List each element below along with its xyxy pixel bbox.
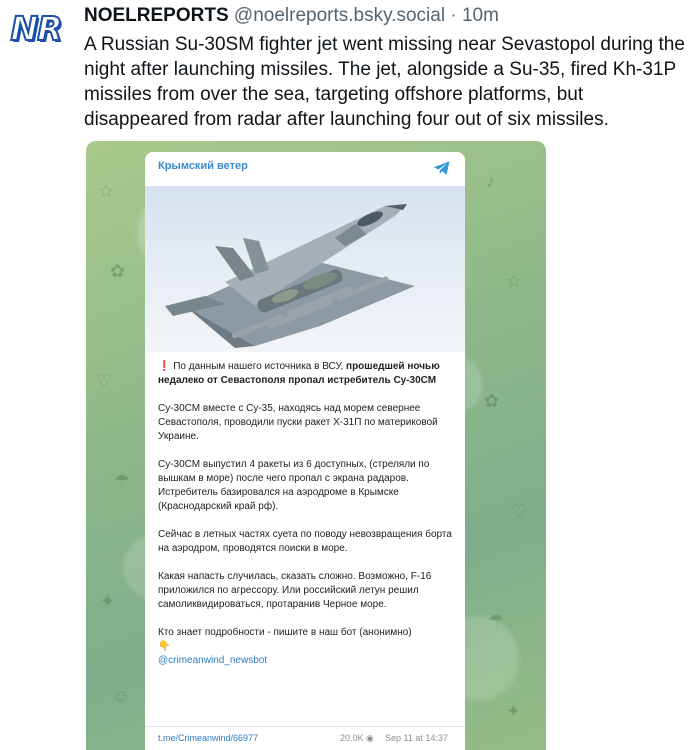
doodle-icon: ✿ <box>110 261 126 281</box>
doodle-icon: ☂ <box>114 471 131 491</box>
doodle-icon: ✿ <box>484 391 500 411</box>
doodle-icon: ✦ <box>100 591 116 611</box>
channel-name[interactable]: Крымский ветер <box>158 160 248 172</box>
doodle-icon: ✦ <box>506 701 522 721</box>
telegram-header <box>145 152 465 186</box>
jet-illustration <box>145 186 465 352</box>
telegram-message-card <box>145 152 465 750</box>
message-paragraph: Кто знает подробности - пишите в наш бот (анонимно) 👇 @crimeanwind_newsbot <box>158 627 412 666</box>
telegram-footer <box>145 726 465 750</box>
doodle-icon: ♡ <box>96 371 113 391</box>
author-avatar[interactable] <box>6 6 66 50</box>
message-paragraph: ❗ По данным нашего источника в ВСУ, прошедшей ночью недалеко от Севастополя пропал истребитель Су-30СМ <box>158 361 440 386</box>
doodle-icon: ☂ <box>488 611 505 631</box>
doodle-icon: ☺ <box>112 686 131 706</box>
doodle-icon: ♡ <box>511 501 528 521</box>
header-separator: · <box>450 5 457 26</box>
doodle-icon: ☆ <box>506 271 523 291</box>
pointing-down-icon: 👇 <box>158 641 171 652</box>
message-date: Sep 11 at 14:37 <box>385 733 448 743</box>
post-header <box>84 4 499 28</box>
fighter-jet-photo <box>145 186 465 352</box>
telegram-message-text <box>158 360 458 668</box>
message-paragraph: Какая напасть случилась, сказать сложно. Возможно, F-16 приложился по агрессору. Или российский летун решил самоликвидироваться, протаранив Черное море. <box>158 571 432 610</box>
author-handle[interactable]: @noelreports.bsky.social <box>233 5 446 26</box>
author-name[interactable]: NOELREPORTS <box>84 5 229 26</box>
telegram-icon <box>433 160 451 176</box>
view-count: 20.0K ◉ <box>340 733 374 743</box>
message-paragraph: Су-30СМ вместе с Су-35, находясь над морем севернее Севастополя, проводили пуски ракет Х-31П по материковой Украине. <box>158 403 438 442</box>
message-paragraph: Сейчас в летных частях суета по поводу невозвращения борта на аэродром, проводятся поиски в море. <box>158 529 452 554</box>
embedded-image[interactable] <box>86 141 546 750</box>
doodle-icon: ♪ <box>486 171 495 191</box>
message-url[interactable]: t.me/Crimeanwind/66977 <box>158 733 259 743</box>
exclamation-icon: ❗ <box>158 361 171 372</box>
avatar-logo-text: NR <box>10 8 62 48</box>
post-time[interactable]: 10m <box>461 5 499 26</box>
post-text: A Russian Su-30SM fighter jet went missing near Sevastopol during the night after launching missiles. The jet, alongside a Su-35, fired Kh-31P missiles from over the sea, targeting offshore platforms, but disappeared from radar after launching four out of six missiles. <box>84 34 685 130</box>
eye-icon: ◉ <box>366 733 374 743</box>
bot-link[interactable]: @crimeanwind_newsbot <box>158 655 268 666</box>
doodle-icon: ☆ <box>98 181 115 201</box>
message-paragraph: Су-30СМ выпустил 4 ракеты из 6 доступных, (стреляли по вышкам в море) после чего пропал с экрана радаров. Истребитель базировался на аэродроме в Крымске (Краснодарский край рф). <box>158 459 430 512</box>
